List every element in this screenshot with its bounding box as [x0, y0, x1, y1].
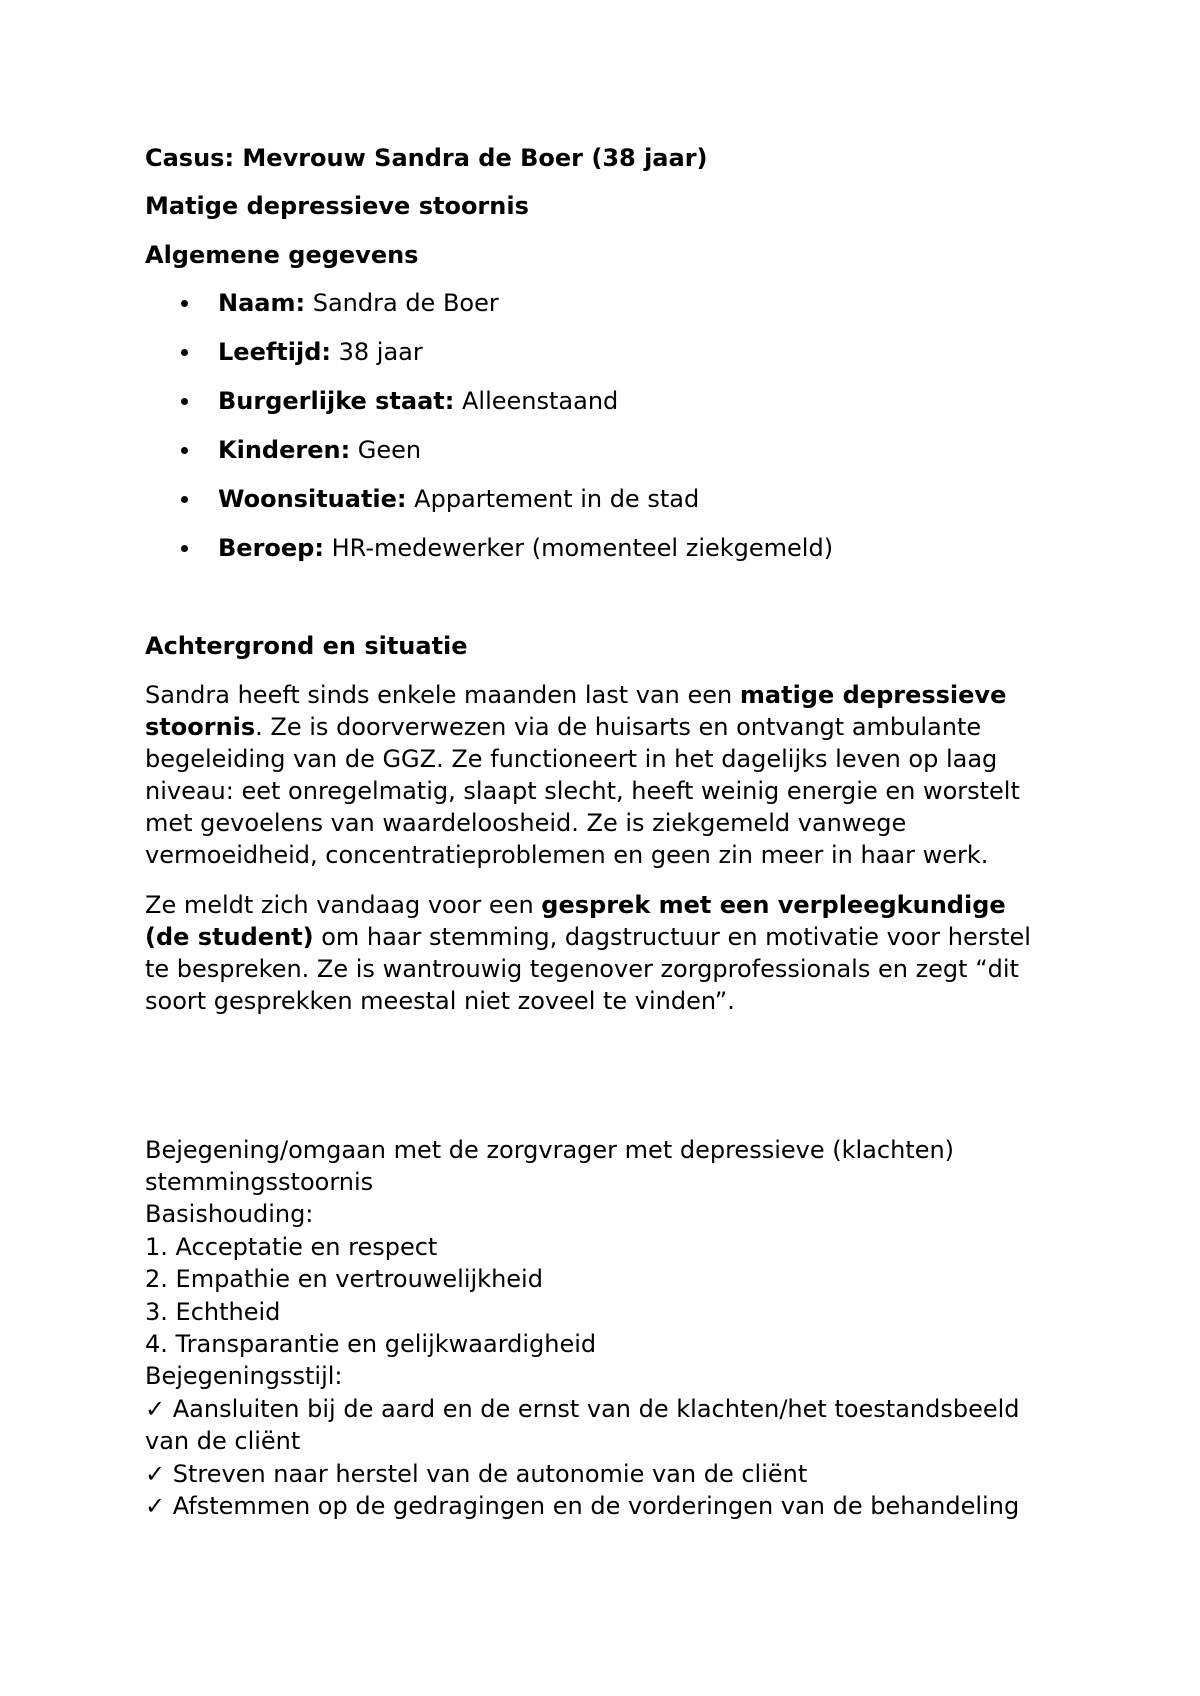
- basis-item: 2. Empathie en vertrouwelijkheid: [145, 1265, 543, 1293]
- list-item-value: Sandra de Boer: [305, 289, 499, 317]
- bold-span: gesprek met een verpleegkundige: [541, 891, 1006, 919]
- stijl-heading: Bejegeningsstijl:: [145, 1362, 343, 1390]
- paragraph-line: te bespreken. Ze is wantrouwig tegenover zorgprofessionals en zegt “dit: [145, 955, 1019, 983]
- bullet-icon: [181, 483, 193, 515]
- basis-item: 1. Acceptatie en respect: [145, 1233, 438, 1261]
- list-item-label: Woonsituatie:: [218, 485, 407, 513]
- list-item-label: Leeftijd:: [218, 338, 331, 366]
- text-span: . Ze is doorverwezen via de huisarts en ontvangt ambulante: [255, 713, 982, 741]
- bullet-icon: [181, 434, 193, 466]
- bullet-icon: [181, 532, 193, 564]
- bullet-icon: [181, 336, 193, 368]
- stijl-item: van de cliënt: [145, 1427, 301, 1455]
- paragraph-line: [145, 679, 1006, 711]
- bullet-icon: [181, 287, 193, 319]
- stijl-item: ✓ Aansluiten bij de aard en de ernst van de klachten/het toestandsbeeld: [145, 1395, 1020, 1423]
- list-item-value: Appartement in de stad: [406, 485, 700, 513]
- list-item: [218, 483, 699, 515]
- list-item: [218, 336, 423, 368]
- list-item: [218, 385, 618, 417]
- paragraph-line: [145, 711, 981, 743]
- basis-item: 4. Transparantie en gelijkwaardigheid: [145, 1330, 597, 1358]
- bold-span: matige depressieve: [739, 681, 1007, 709]
- general-heading: Algemene gegevens: [145, 241, 419, 269]
- bold-span: (de student): [145, 923, 314, 951]
- paragraph-line: vermoeidheid, concentratieproblemen en geen zin meer in haar werk.: [145, 841, 989, 869]
- bullet-icon: [181, 385, 193, 417]
- paragraph-line: met gevoelens van waardeloosheid. Ze is ziekgemeld vanwege: [145, 809, 907, 837]
- paragraph-line: soort gesprekken meestal niet zoveel te vinden”.: [145, 987, 735, 1015]
- background-heading: Achtergrond en situatie: [145, 632, 468, 660]
- list-item-label: Naam:: [218, 289, 306, 317]
- list-item-value: Alleenstaand: [454, 387, 619, 415]
- list-item: [218, 532, 833, 564]
- stijl-item: ✓ Afstemmen op de gedragingen en de vorderingen van de behandeling: [145, 1492, 1020, 1520]
- list-item: [218, 434, 421, 466]
- stijl-item: ✓ Streven naar herstel van de autonomie van de cliënt: [145, 1460, 808, 1488]
- list-item-value: 38 jaar: [331, 338, 423, 366]
- bold-span: stoornis: [145, 713, 256, 741]
- basis-item: 3. Echtheid: [145, 1298, 281, 1326]
- paragraph-line: [145, 889, 1006, 921]
- list-item: [218, 287, 499, 319]
- text-span: om haar stemming, dagstructuur en motivatie voor herstel: [313, 923, 1031, 951]
- basis-heading: Basishouding:: [145, 1200, 314, 1228]
- bejegening-line: stemmingsstoornis: [145, 1168, 374, 1196]
- paragraph-line: niveau: eet onregelmatig, slaapt slecht, heeft weinig energie en worstelt: [145, 777, 1020, 805]
- text-span: Ze meldt zich vandaag voor een: [145, 891, 542, 919]
- document-subtitle: Matige depressieve stoornis: [145, 192, 529, 220]
- list-item-value: Geen: [350, 436, 422, 464]
- list-item-value: HR-medewerker (momenteel ziekgemeld): [323, 534, 834, 562]
- paragraph-line: begeleiding van de GGZ. Ze functioneert in het dagelijks leven op laag: [145, 745, 998, 773]
- list-item-label: Kinderen:: [218, 436, 351, 464]
- bejegening-line: Bejegening/omgaan met de zorgvrager met depressieve (klachten): [145, 1136, 955, 1164]
- list-item-label: Beroep:: [218, 534, 324, 562]
- list-item-label: Burgerlijke staat:: [218, 387, 455, 415]
- text-span: Sandra heeft sinds enkele maanden last van een: [145, 681, 740, 709]
- paragraph-line: [145, 921, 1031, 953]
- document-title: Casus: Mevrouw Sandra de Boer (38 jaar): [145, 144, 708, 172]
